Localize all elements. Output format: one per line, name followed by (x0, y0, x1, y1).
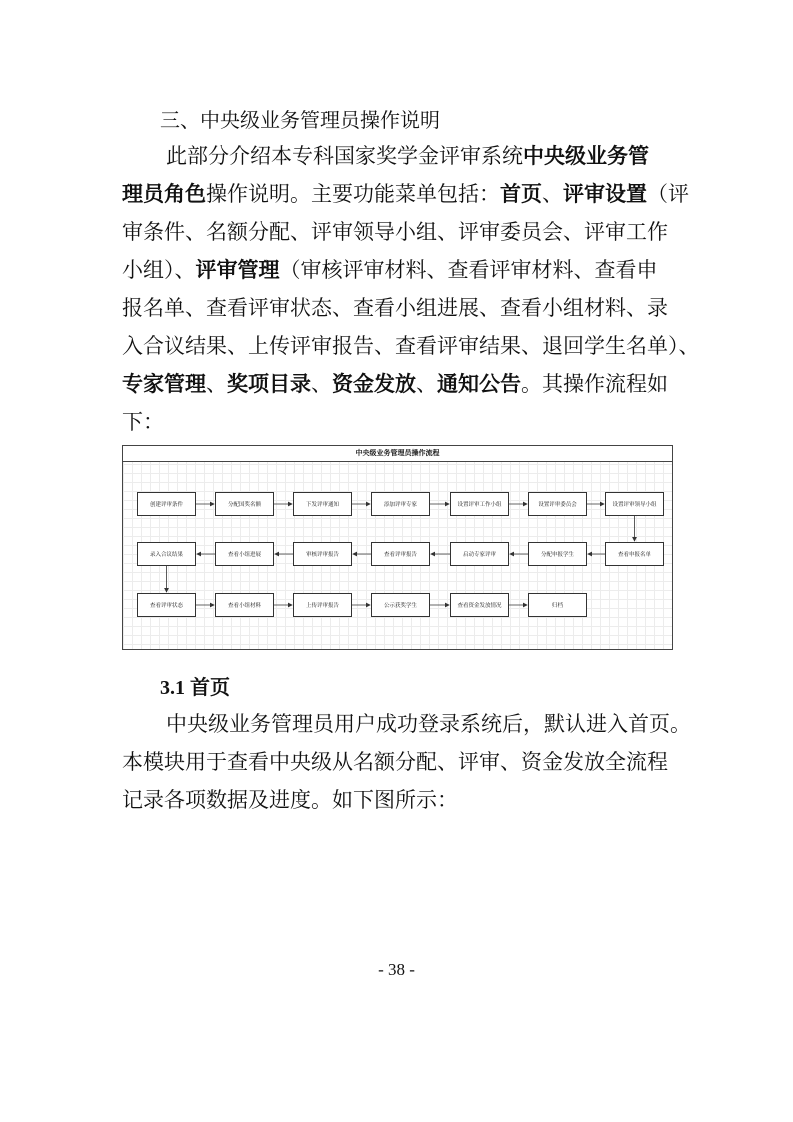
section-heading: 三、中央级业务管理员操作说明 (160, 108, 440, 132)
subsection-title: 首页 (190, 675, 230, 699)
flow-node: 添加评审专家 (371, 492, 430, 516)
bold-menu-term: 专家管理 (122, 372, 206, 396)
paragraph-line (122, 213, 682, 251)
paragraph-line (122, 137, 682, 175)
flow-node: 上传评审报告 (293, 593, 352, 617)
flow-node: 查看申报名单 (605, 542, 664, 566)
flow-node: 公示获奖学生 (371, 593, 430, 617)
flow-node: 查看小组材料 (215, 593, 274, 617)
text-run: 操作说明。主要功能菜单包括： (206, 182, 500, 206)
flow-node: 查看资金发放情况 (450, 593, 509, 617)
paragraph-line (122, 327, 700, 365)
flow-node: 创建评审条件 (137, 492, 196, 516)
text-run: 小组）、 (122, 258, 196, 282)
text-run: 、 (311, 372, 332, 396)
paragraph-line (122, 403, 682, 441)
text-run: 、 (542, 182, 563, 206)
bold-menu-term: 资金发放 (332, 372, 416, 396)
text-run: 入合议结果、上传评审报告、查看评审结果、退回学生名单）、 (122, 334, 700, 358)
paragraph-line: 本模块用于查看中央级从名额分配、评审、资金发放全流程 (122, 750, 668, 774)
bold-menu-term: 首页 (500, 182, 542, 206)
bold-menu-term: 通知公告 (437, 372, 521, 396)
flow-node: 设置评审委员会 (528, 492, 587, 516)
text-run: 审条件、名额分配、评审领导小组、评审委员会、评审工作 (122, 220, 668, 244)
flowchart-title: 中央级业务管理员操作流程 (123, 446, 672, 462)
bold-menu-term: 评审设置 (563, 182, 647, 206)
paragraph-line (122, 251, 682, 289)
subsection-paragraph (122, 705, 691, 819)
text-run: 报名单、查看评审状态、查看小组进展、查看小组材料、录 (122, 296, 668, 320)
flow-node: 设置评审工作小组 (450, 492, 509, 516)
bold-menu-term: 理员角色 (122, 182, 206, 206)
flow-node: 设置评审领导小组 (605, 492, 664, 516)
flow-node: 审核评审报告 (293, 542, 352, 566)
bold-menu-term: 奖项目录 (227, 372, 311, 396)
text-run: （审核评审材料、查看评审材料、查看申 (279, 258, 658, 282)
flowchart (122, 445, 673, 650)
flow-node: 归档 (528, 593, 587, 617)
bold-menu-term: 评审管理 (195, 258, 280, 282)
flow-node: 查看评审报告 (371, 542, 430, 566)
text-run: （评 (647, 182, 689, 206)
paragraph-line (122, 175, 689, 213)
intro-paragraph (122, 137, 700, 441)
text-run: 、 (206, 372, 227, 396)
flow-node: 录入合议结果 (137, 542, 196, 566)
flow-node: 分配申报学生 (528, 542, 587, 566)
paragraph-line: 记录各项数据及进度。如下图所示： (122, 788, 458, 812)
flow-node: 启动专家评审 (450, 542, 509, 566)
bold-menu-term: 中央级业务管 (523, 144, 649, 168)
flow-node: 下发评审通知 (293, 492, 352, 516)
flow-node: 查看小组进展 (215, 542, 274, 566)
text-run: 此部分介绍本专科国家奖学金评审系统 (166, 144, 523, 168)
text-run: 。其操作流程如 (521, 372, 668, 396)
text-run: 下： (122, 410, 164, 434)
subsection-number: 3.1 (160, 677, 185, 699)
paragraph-line (122, 365, 682, 403)
paragraph-line (122, 289, 682, 327)
paragraph-line: 中央级业务管理员用户成功登录系统后，默认进入首页。 (166, 712, 691, 736)
page-number: - 38 - (378, 960, 415, 979)
flow-node: 分配国奖名额 (215, 492, 274, 516)
flow-node: 查看评审状态 (137, 593, 196, 617)
subsection-heading (160, 671, 230, 700)
text-run: 、 (416, 372, 437, 396)
